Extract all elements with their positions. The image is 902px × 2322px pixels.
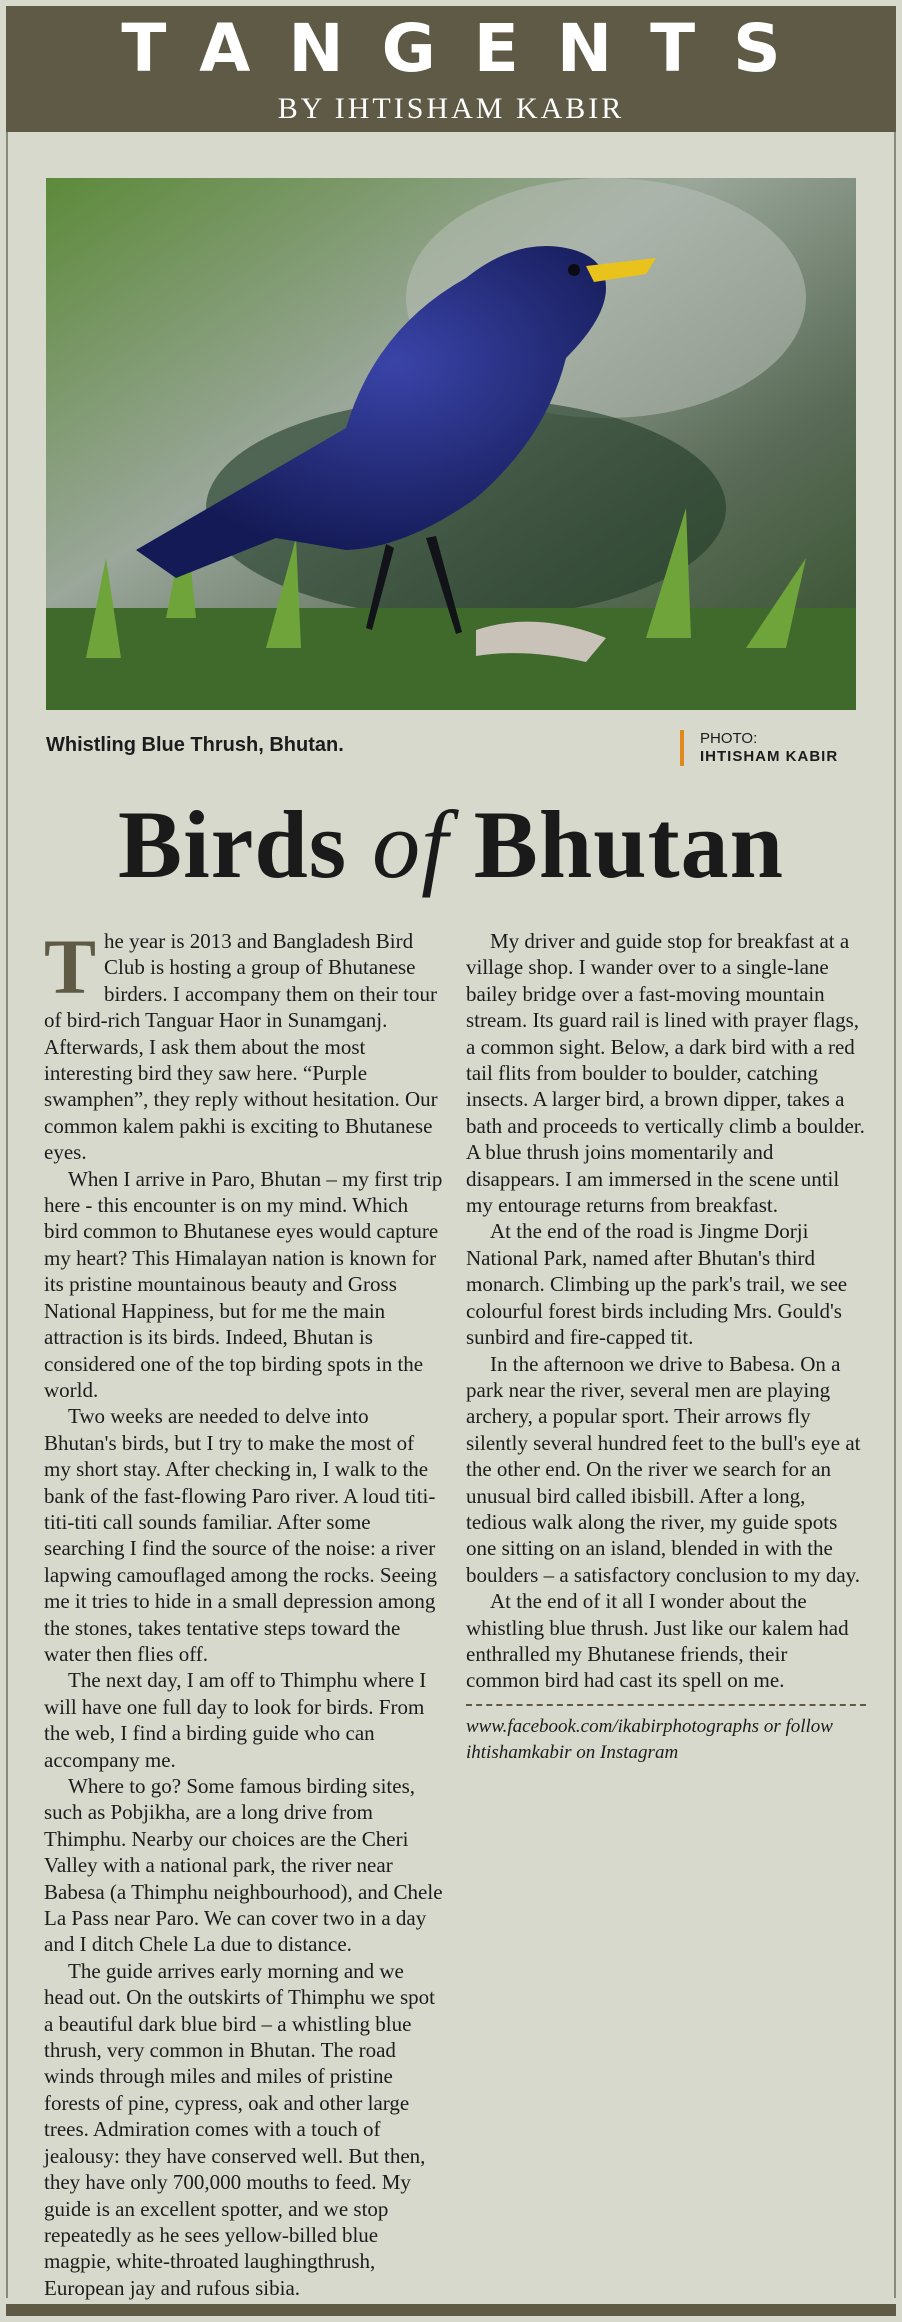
paragraph-3: Two weeks are needed to delve into Bhutan's birds, but I try to make the most of my short stay. After checking in, I walk to the bank of the fast-flowing Paro river. A loud titi-titi-titi call sounds familiar. After some searching I find the source of the noise: a river lapwing camouflaged among the rocks. Seeing me it tries to hide in a small depression among the stones, takes tentative steps toward the water then flies off.: [44, 1404, 438, 1666]
headline-part3: Bhutan: [448, 791, 784, 898]
photo-caption: Whistling Blue Thrush, Bhutan.: [46, 734, 344, 756]
masthead: [6, 6, 896, 132]
paragraph-6: The guide arrives early morning and we head out. On the outskirts of Thimphu we spot a beautiful dark blue bird – a whistling blue thrush, very common in Bhutan. The road winds through miles and miles of pristine forests of pine, cypress, oak and other large trees. Admiration comes with a touch of jealousy: they have conserved well. But then, they have only 700,000 mouths to feed. My guide is an excellent spotter, and we stop repeatedly as he sees yellow-billed blue magpie, white-throated laughingthrush, European jay and rufous sibia.: [44, 1958, 435, 2300]
credit-name: IHTISHAM KABIR: [700, 748, 839, 765]
article-column-right: [466, 928, 866, 1766]
paragraph-7: My driver and guide stop for breakfast at a village shop. I wander over to a single-lane bailey bridge over a fast-moving mountain stream. Its guard rail is lined with prayer flags, a common sight. Below, a dark bird with a red tail flits from boulder to boulder, catching insects. A larger bird, a brown dipper, takes a bath and proceeds to vertically climb a boulder. A blue thrush joins momentarily and disappears. I am immersed in the scene until my entourage returns from breakfast.: [466, 929, 865, 1218]
bird-photo: [46, 178, 856, 710]
paragraph-9: In the afternoon we drive to Babesa. On a park near the river, several men are playing archery, a popular sport. Their arrows fly silently several hundred feet to the bull's eye at the other end. On the river we search for an unusual bird called ibisbill. After a long, tedious walk along the river, my guide spots one sitting on an island, blended in with the boulders – a satisfactory conclusion to my day.: [466, 1351, 861, 1587]
social-footer: www.facebook.com/ikabirphotographs or follow ihtishamkabir on Instagram: [466, 1715, 833, 1763]
paragraph-1-text: he year is 2013 and Bangladesh Bird Club is hosting a group of Bhutanese birders. I accompany them on their tour of bird-rich Tanguar Haor in Sunamganj. Afterwards, I ask them about the most interesting bird they saw here. “Purple swamphen”, they reply without hesitation. Our common kalem pakhi is exciting to Bhutanese eyes.: [44, 929, 438, 1165]
credit-label: PHOTO:: [700, 730, 758, 747]
column-title: TANGENTS: [121, 10, 819, 87]
drop-cap: T: [44, 923, 97, 1010]
paragraph-8: At the end of the road is Jingme Dorji National Park, named after Bhutan's third monarch. Climbing up the park's trail, we see colourful forest birds including Mrs. Gould's sunbird and fire-capped tit.: [466, 1219, 848, 1350]
headline-part1: Birds: [118, 791, 373, 898]
paragraph-2: When I arrive in Paro, Bhutan – my first trip here - this encounter is on my mind. Which bird common to Bhutanese eyes would capture my heart? This Himalayan nation is known for its pristine mountainous beauty and Gross National Happiness, but for me the main attraction is its birds. Indeed, Bhutan is considered one of the top birding spots in the world.: [44, 1166, 443, 1402]
bird-image: [46, 178, 856, 710]
headline-of: of: [372, 791, 449, 898]
headline: [0, 790, 902, 900]
paragraph-10: At the end of it all I wonder about the whistling blue thrush. Just like our kalem had enthralled my Bhutanese friends, their common bird had cast its spell on me.: [466, 1589, 849, 1693]
bottom-bar: [6, 2304, 896, 2316]
paragraph-5: Where to go? Some famous birding sites, such as Pobjikha, are a long drive from Thimphu. Nearby our choices are the Cheri Valley with a national park, the river near Babesa (a Thimphu neighbourhood), and Chele La Pass near Paro. We can cover two in a day and I ditch Chele La due to distance.: [44, 1774, 443, 1957]
photo-credit: [680, 730, 838, 766]
paragraph-4: The next day, I am off to Thimphu where I will have one full day to look for birds. From the web, I find a birding guide who can accompany me.: [44, 1668, 427, 1772]
paragraph-1: [44, 923, 444, 1166]
byline: BY IHTISHAM KABIR: [277, 92, 625, 125]
article-column-left: [44, 923, 444, 2301]
footer-divider: [466, 1704, 866, 1706]
